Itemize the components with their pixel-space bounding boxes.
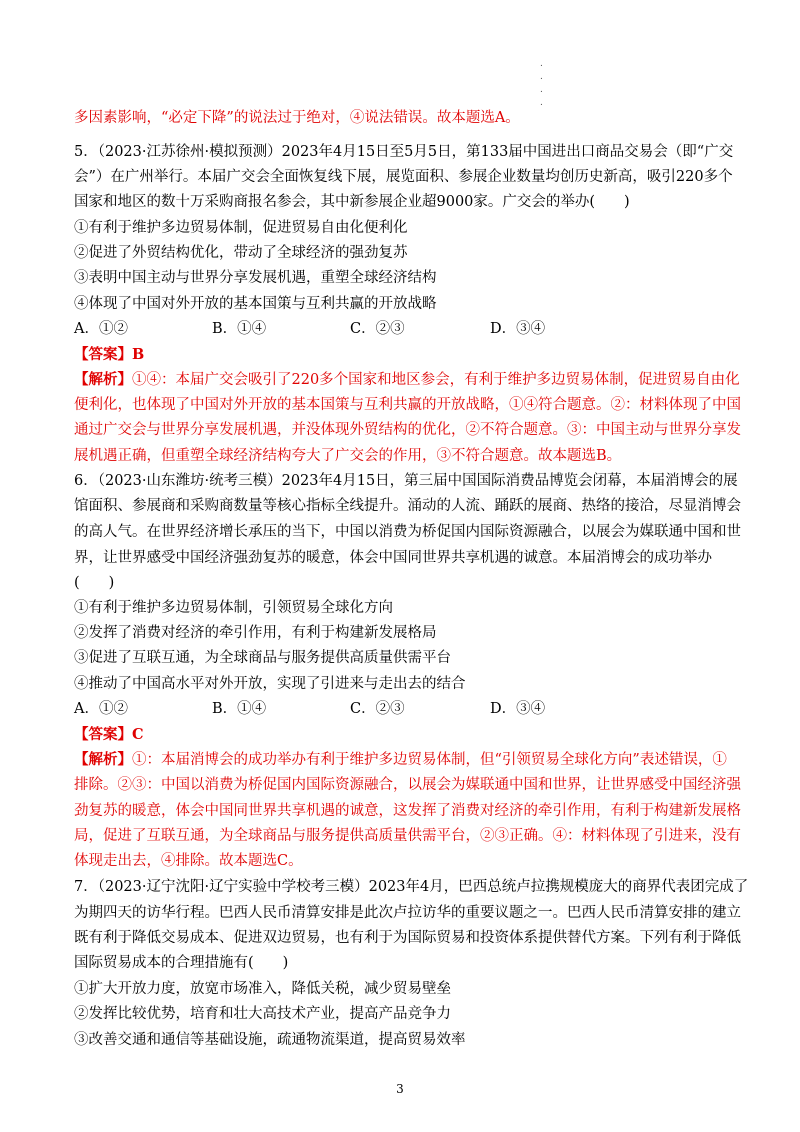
question-line: 会”）在广州举行。本届广交会全面恢复线下展，展览面积、参展企业数量均创历史新高，吸引220多个 — [74, 169, 733, 185]
explanation-line: 体现走出去，④排除。故本题选C。 — [74, 853, 303, 869]
header-dot-marks: . . . . — [540, 59, 543, 108]
question-line: ( ) — [74, 575, 115, 591]
explanation-line: 局，促进了互联互通，为全球商品与服务提供高质量供需平台，②③正确。④：材料体现了引进来，没有 — [74, 828, 741, 844]
explanation-line: 排除。②③：中国以消费为桥促国内国际资源融合，以展会为媒联通中国和世界，让世界感受中国经济强 — [74, 777, 741, 793]
explanation-line: 通过广交会与世界分享发展机遇，并没体现外贸结构的优化，②不符合题意。③：中国主动与世界分享发 — [74, 422, 741, 438]
answer-line: 【答案】B — [74, 346, 145, 363]
explanation-line: 劲复苏的暖意，体会中国同世界共享机遇的诚意，这发挥了消费对经济的牵引作用，有利于构建新发展格 — [74, 803, 741, 819]
answer-option: A．①② — [74, 321, 128, 337]
answer-option: C．②③ — [350, 321, 405, 337]
question-line: ④推动了中国高水平对外开放，实现了引进来与走出去的结合 — [74, 676, 466, 692]
answer-option: D．③④ — [490, 701, 546, 717]
question-line: 既有利于降低交易成本、促进双边贸易，也有利于为国际贸易和投资体系提供替代方案。下列有利于降低 — [74, 930, 741, 946]
question-line: ②发挥比较优势，培育和壮大高技术产业，提高产品竞争力 — [74, 1006, 451, 1022]
question-line: 国家和地区的数十万采购商报名参会，其中新参展企业超9000家。广交会的举办( ) — [74, 194, 630, 210]
explanation-line: 便利化，也体现了中国对外开放的基本国策与互利共赢的开放战略，①④符合题意。②：材料体现了中国 — [74, 397, 741, 413]
question-line: ④体现了中国对外开放的基本国策与互利共赢的开放战略 — [74, 296, 437, 312]
analysis-line — [74, 750, 727, 770]
question-line: ②促进了外贸结构优化，带动了全球经济的强劲复苏 — [74, 245, 408, 261]
question-line: 5．（2023·江苏徐州·模拟预测）2023年4月15日至5月5日，第133届中国进出口商品交易会（即“广交 — [74, 144, 734, 160]
analysis-text: ①④：本届广交会吸引了220多个国家和地区参会，有利于维护多边贸易体制，促进贸易自由化 — [132, 372, 740, 388]
analysis-label: 【解析】 — [74, 371, 132, 388]
explanation-line: 展机遇正确，但重塑全球经济结构夸大了广交会的作用，③不符合题意。故本题选B。 — [74, 448, 622, 464]
question-line: ①有利于维护多边贸易体制，引领贸易全球化方向 — [74, 600, 393, 616]
answer-option: A．①② — [74, 701, 128, 717]
answer-line: 【答案】C — [74, 726, 144, 743]
page-number: 3 — [396, 1082, 404, 1096]
explanation-line: 多因素影响，“必定下降”的说法过于绝对，④说法错误。故本题选A。 — [74, 110, 520, 126]
answer-option: B．①④ — [212, 321, 267, 337]
analysis-line — [74, 370, 740, 390]
answer-option: B．①④ — [212, 701, 267, 717]
question-line: ②发挥了消费对经济的牵引作用，有利于构建新发展格局 — [74, 625, 437, 641]
question-line: 国际贸易成本的合理措施有( ) — [74, 955, 289, 971]
answer-option: C．②③ — [350, 701, 405, 717]
question-line: ③改善交通和通信等基础设施，疏通物流渠道，提高贸易效率 — [74, 1032, 466, 1048]
analysis-label: 【解析】 — [74, 751, 132, 768]
analysis-text: ①：本届消博会的成功举办有利于维护多边贸易体制，但“引领贸易全球化方向”表述错误，① — [132, 752, 727, 768]
question-line: 6．（2023·山东潍坊·统考三模）2023年4月15日，第三届中国国际消费品博览会闭幕，本届消博会的展 — [74, 473, 738, 489]
question-line: 7．（2023·辽宁沈阳·辽宁实验中学校考三模）2023年4月，巴西总统卢拉携规模庞大的商界代表团完成了 — [74, 879, 749, 895]
question-line: ③表明中国主动与世界分享发展机遇，重塑全球经济结构 — [74, 270, 437, 286]
question-line: 的高人气。在世界经济增长承压的当下，中国以消费为桥促国内国际资源融合，以展会为媒联通中国和世 — [74, 524, 741, 540]
answer-option: D．③④ — [490, 321, 546, 337]
question-line: ①扩大开放力度，放宽市场准入，降低关税，减少贸易壁垒 — [74, 981, 451, 997]
question-line: 界，让世界感受中国经济强劲复苏的暖意，体会中国同世界共享机遇的诚意。本届消博会的成功举办 — [74, 550, 712, 566]
question-line: ③促进了互联互通，为全球商品与服务提供高质量供需平台 — [74, 650, 451, 666]
question-line: 馆面积、参展商和采购商数量等核心指标全线提升。涌动的人流、踊跃的展商、热络的接洽，尽显消博会 — [74, 498, 741, 514]
question-line: ①有利于维护多边贸易体制，促进贸易自由化便利化 — [74, 220, 408, 236]
question-line: 为期四天的访华行程。巴西人民币清算安排是此次卢拉访华的重要议题之一。巴西人民币清算安排的建立 — [74, 905, 741, 921]
